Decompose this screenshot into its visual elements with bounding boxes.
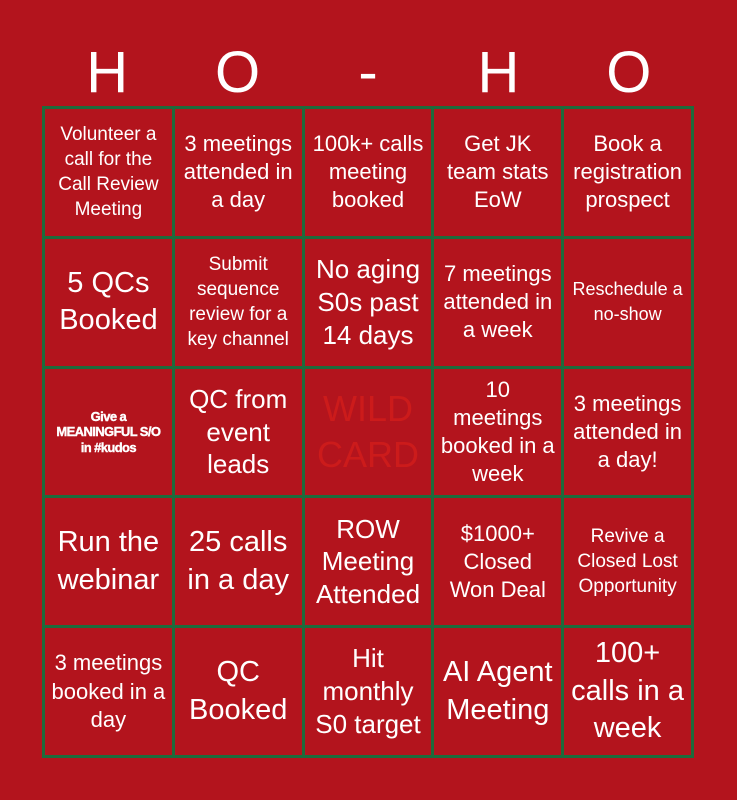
cell-text: QC from event leads	[189, 383, 288, 480]
bingo-cell[interactable]	[45, 239, 172, 366]
header-letter: H	[477, 40, 520, 105]
cell-text: 7 meetings attended in a week	[443, 260, 553, 343]
cell-text: Volunteer a call for the Call Review Meeting	[58, 124, 159, 221]
bingo-cell[interactable]	[175, 369, 302, 496]
bingo-cell[interactable]	[434, 109, 561, 236]
wild-card-text: WILD CARD	[316, 387, 419, 475]
cell-text: 10 meetings booked in a week	[440, 376, 555, 487]
cell-text: AI Agent Meeting	[442, 655, 553, 726]
cell-text: No aging S0s past 14 days	[315, 254, 421, 350]
cell-text: Give a MEANINGFUL S/O in #kudos	[56, 408, 161, 455]
bingo-cell[interactable]	[175, 109, 302, 236]
cell-text: 3 meetings attended in a day	[183, 131, 293, 213]
bingo-cell[interactable]	[564, 239, 691, 366]
bingo-cell[interactable]	[434, 239, 561, 366]
bingo-cell[interactable]	[305, 628, 432, 755]
bingo-cell[interactable]	[45, 369, 172, 496]
bingo-cell[interactable]	[305, 239, 432, 366]
bingo-cell[interactable]	[305, 109, 432, 236]
bingo-cell[interactable]	[564, 498, 691, 625]
cell-text: 3 meetings attended in a day!	[573, 390, 683, 473]
bingo-cell[interactable]	[434, 498, 561, 625]
bingo-cell[interactable]	[434, 628, 561, 755]
cell-text: QC Booked	[189, 655, 288, 726]
bingo-cell[interactable]	[564, 109, 691, 236]
bingo-header	[42, 40, 694, 106]
cell-text: Reschedule a no-show	[572, 278, 683, 325]
header-letter: O	[606, 40, 652, 105]
cell-text: Book a registration prospect	[573, 131, 683, 213]
cell-text: Get JK team stats EoW	[447, 131, 549, 213]
cell-text: 3 meetings booked in a day	[51, 650, 166, 732]
cell-text: Run the webinar	[57, 526, 160, 596]
cell-text: 5 QCs Booked	[59, 266, 158, 337]
header-letter: -	[358, 40, 378, 105]
cell-text: Submit sequence review for a key channel	[187, 254, 289, 351]
bingo-cell[interactable]	[175, 628, 302, 755]
cell-text: $1000+ Closed Won Deal	[449, 520, 546, 602]
bingo-cell[interactable]	[564, 369, 691, 496]
bingo-cell[interactable]	[175, 239, 302, 366]
bingo-cell[interactable]	[45, 498, 172, 625]
free-space-cell[interactable]	[305, 369, 432, 496]
bingo-board	[42, 106, 694, 758]
bingo-cell[interactable]	[45, 109, 172, 236]
cell-text: ROW Meeting Attended	[315, 513, 421, 610]
cell-text: 100k+ calls meeting booked	[312, 131, 424, 213]
cell-text: 100+ calls in a week	[571, 637, 684, 745]
cell-text: Revive a Closed Lost Opportunity	[577, 526, 678, 598]
bingo-cell[interactable]	[305, 498, 432, 625]
header-letter: O	[215, 40, 261, 105]
header-letter: H	[86, 40, 129, 105]
bingo-cell[interactable]	[434, 369, 561, 496]
bingo-cell[interactable]	[175, 498, 302, 625]
cell-text: 25 calls in a day	[187, 526, 289, 596]
bingo-cell[interactable]	[45, 628, 172, 755]
bingo-cell[interactable]	[564, 628, 691, 755]
cell-text: Hit monthly S0 target	[315, 643, 421, 739]
